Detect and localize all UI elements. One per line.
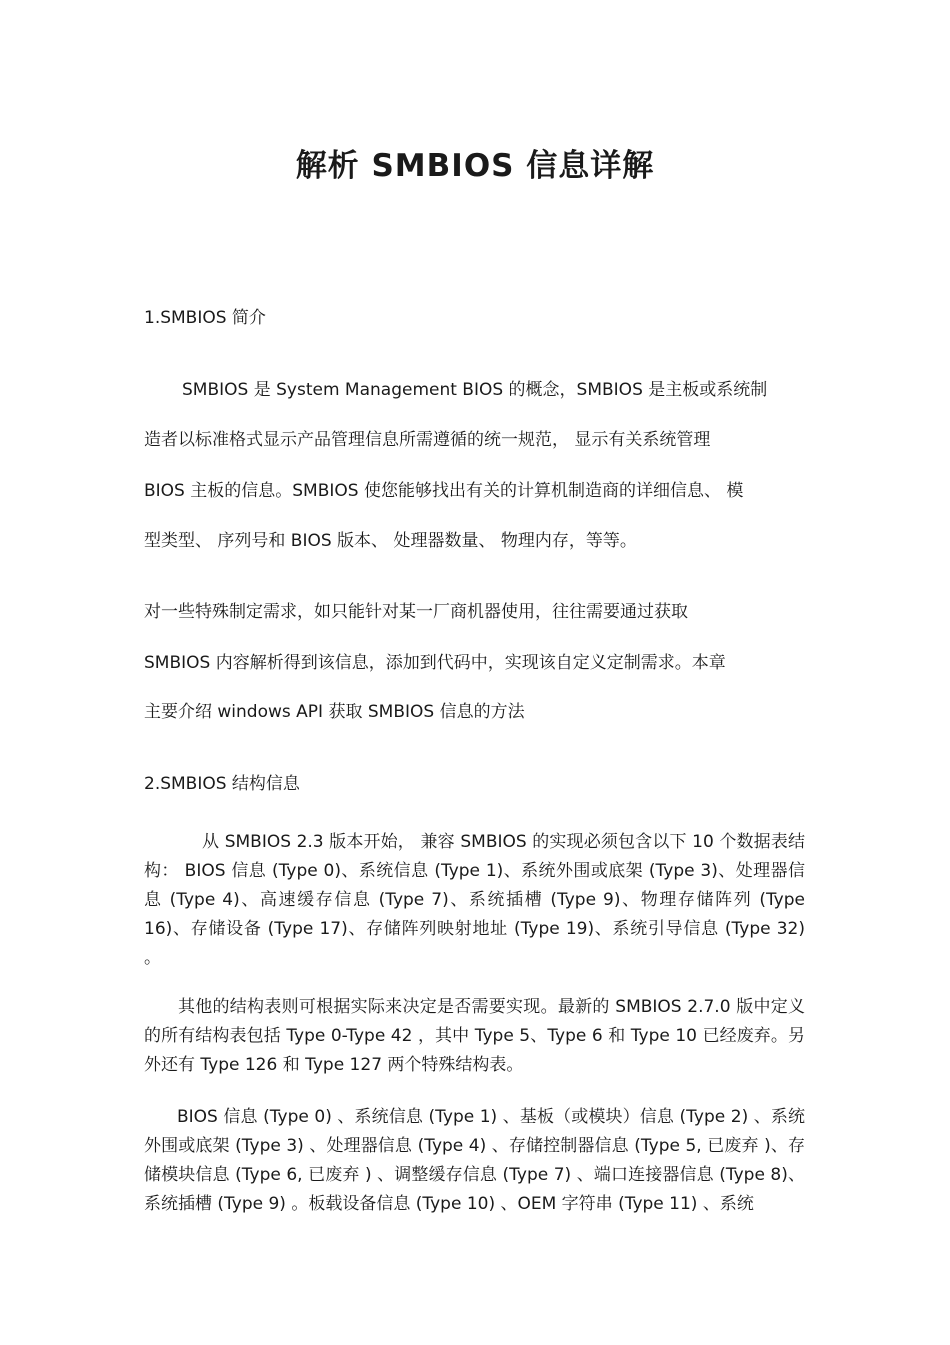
paragraph-line: SMBIOS 内容解析得到该信息，添加到代码中，实现该自定义定制需求。本章 xyxy=(144,653,726,673)
section-2-heading: 2.SMBIOS 结构信息 xyxy=(144,774,300,794)
paragraph-line: 对一些特殊制定需求，如只能针对某一厂商机器使用，往往需要通过获取 xyxy=(144,602,688,622)
section-1-heading: 1.SMBIOS 简介 xyxy=(144,308,266,328)
section-2-paragraph-3: BIOS 信息 (Type 0) 、系统信息 (Type 1) 、基板（或模块）信息 (Type 2) 、系统外围或底架 (Type 3) 、处理器信息 (Type 4) 、存储控制器信息 (Type 5, 已废弃 )、存储模块信息 (Type 6, 已废弃 ) 、调整缓存信息 (Type 7) 、端口连接器信息 (Type 8)、系统插槽 (Type 9) 。板载设备信息 (Type 10) 、OEM 字符串 (Type 11) 、系统 xyxy=(144,1107,805,1214)
page-title: 解析 SMBIOS 信息详解 xyxy=(295,148,655,184)
section-2-paragraph-2: 其他的结构表则可根据实际来决定是否需要实现。最新的 SMBIOS 2.7.0 版中定义的所有结构表包括 Type 0-Type 42 ，其中 Type 5、Type 6 和 Type 10 已经废弃。另外还有 Type 126 和 Type 127 两个特殊结构表。 xyxy=(144,997,805,1075)
paragraph-line: 型类型、 序列号和 BIOS 版本、 处理器数量、 物理内存，等等。 xyxy=(144,531,637,551)
paragraph-line: 主要介绍 windows API 获取 SMBIOS 信息的方法 xyxy=(144,702,525,722)
section-2-paragraph-1: 从 SMBIOS 2.3 版本开始， 兼容 SMBIOS 的实现必须包含以下 10 个数据表结构： BIOS 信息 (Type 0)、系统信息 (Type 1)、系统外围或底架 (Type 3)、处理器信息 (Type 4)、高速缓存信息 (Type 7)、系统插槽 (Type 9)、物理存储阵列 (Type 16)、存储设备 (Type 17)、存储阵列映射地址 (Type 19)、系统引导信息 (Type 32) 。 xyxy=(144,832,805,968)
paragraph-line: 造者以标准格式显示产品管理信息所需遵循的统一规范， 显示有关系统管理 xyxy=(144,430,711,450)
paragraph-line: SMBIOS 是 System Management BIOS 的概念，SMBIOS 是主板或系统制 xyxy=(182,380,768,400)
paragraph-line: BIOS 主板的信息。SMBIOS 使您能够找出有关的计算机制造商的详细信息、 模 xyxy=(144,481,744,501)
